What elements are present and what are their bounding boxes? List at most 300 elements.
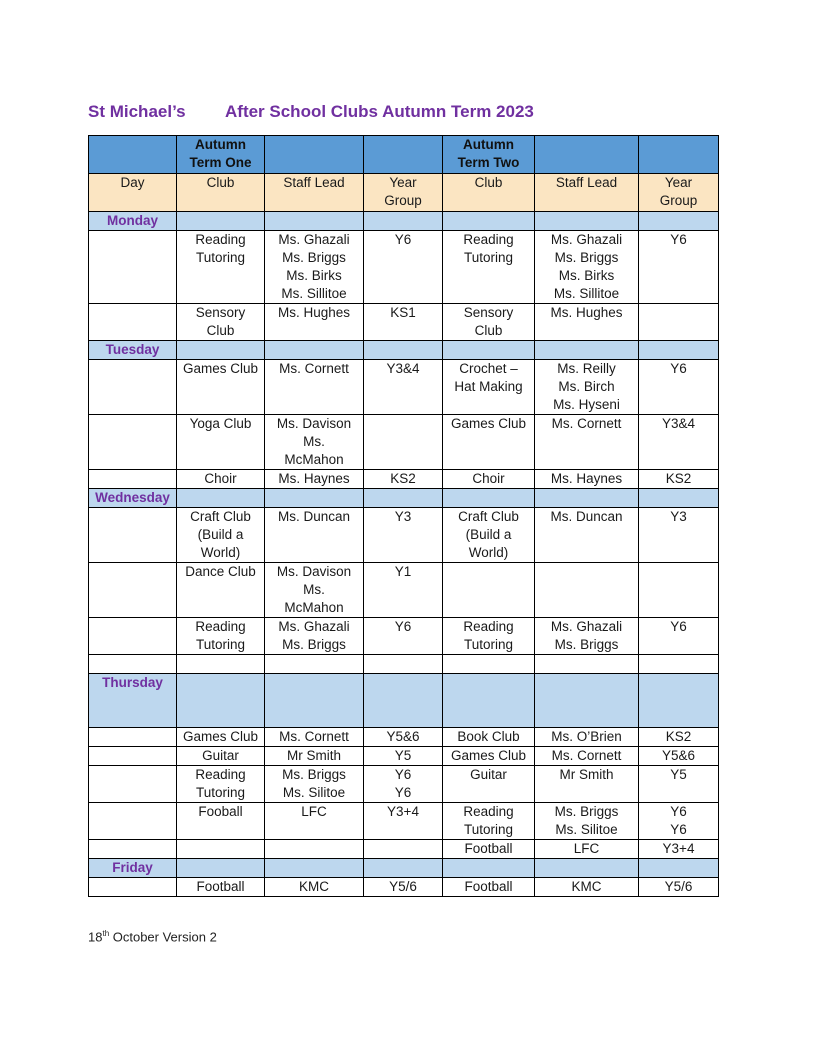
year-group-cell bbox=[639, 563, 719, 618]
header-cell-blank bbox=[639, 136, 719, 174]
cell-line: Reading bbox=[195, 619, 246, 634]
cell-line: Ms. Briggs bbox=[282, 250, 346, 265]
cell-line: Ms. Briggs bbox=[554, 804, 619, 819]
year-group-cell bbox=[639, 655, 719, 674]
cell-line: World) bbox=[200, 545, 241, 560]
cell-line: KS2 bbox=[390, 471, 416, 486]
year-group-cell bbox=[364, 766, 443, 803]
year-group-cell bbox=[364, 728, 443, 747]
cell-line: Ms. Haynes bbox=[550, 471, 623, 486]
staff-lead-cell bbox=[535, 415, 639, 470]
year-group-cell bbox=[364, 231, 443, 304]
staff-lead-cell bbox=[535, 231, 639, 304]
cell-line: Ms. Birch bbox=[558, 379, 615, 394]
club-cell bbox=[443, 508, 535, 563]
day-header-cell bbox=[443, 341, 535, 360]
year-group-cell bbox=[639, 878, 719, 897]
cell-line: Y3+4 bbox=[387, 804, 419, 819]
year-group-cell bbox=[639, 766, 719, 803]
header-term-two bbox=[443, 136, 535, 174]
cell-line: (Build a bbox=[197, 527, 244, 542]
cell-line: Hat Making bbox=[454, 379, 523, 394]
day-header-cell bbox=[364, 489, 443, 508]
cell-line: Y6 bbox=[394, 785, 412, 800]
cell-line: Tutoring bbox=[195, 250, 246, 265]
cell-line: Ms. Silitoe bbox=[282, 785, 346, 800]
club-cell bbox=[177, 840, 265, 859]
cell-line: Ms. Briggs bbox=[554, 637, 619, 652]
cell-line: Fooball bbox=[198, 804, 243, 819]
cell-line: Reading bbox=[463, 619, 514, 634]
cell-line: Ms. Silitoe bbox=[555, 822, 618, 837]
cell-line: McMahon bbox=[284, 600, 344, 615]
cell-line: (Build a bbox=[465, 527, 512, 542]
day-header-cell bbox=[364, 859, 443, 878]
club-cell bbox=[443, 563, 535, 618]
header-cell-blank bbox=[89, 136, 177, 174]
cell-line: Ms. Sillitoe bbox=[281, 286, 347, 301]
clubs-table-body bbox=[89, 136, 719, 897]
cell-line: Football bbox=[464, 841, 513, 856]
cell-line: Ms. Sillitoe bbox=[553, 286, 620, 301]
cell-line: Ms. Briggs bbox=[282, 637, 346, 652]
day-header-cell bbox=[265, 674, 364, 728]
cell-line: Tutoring bbox=[463, 822, 514, 837]
header-cell-blank bbox=[265, 136, 364, 174]
cell-line: KMC bbox=[571, 879, 602, 894]
footer-day: 18 bbox=[88, 929, 103, 945]
club-cell bbox=[443, 360, 535, 415]
header-term-one bbox=[177, 136, 265, 174]
staff-lead-cell bbox=[535, 747, 639, 766]
year-group-cell bbox=[364, 747, 443, 766]
day-header-cell bbox=[364, 212, 443, 231]
club-cell bbox=[443, 747, 535, 766]
cell-line: Y6 bbox=[670, 361, 687, 376]
day-header-cell bbox=[639, 489, 719, 508]
col-header-year-group bbox=[364, 174, 443, 212]
club-cell bbox=[177, 655, 265, 674]
cell-line: LFC bbox=[573, 841, 600, 856]
day-cell bbox=[89, 231, 177, 304]
day-cell bbox=[89, 766, 177, 803]
cell-line: Ms. Duncan bbox=[550, 509, 623, 524]
staff-lead-cell bbox=[535, 728, 639, 747]
cell-line: Y3 bbox=[670, 509, 687, 524]
club-cell bbox=[177, 563, 265, 618]
cell-line: Ms. Ghazali bbox=[550, 619, 623, 634]
cell-line: Ms. Hughes bbox=[277, 305, 351, 320]
term-two-line: Autumn bbox=[463, 137, 514, 152]
year-group-cell bbox=[364, 655, 443, 674]
cell-line: Y3&4 bbox=[386, 361, 420, 376]
col-header-day: Day bbox=[89, 174, 177, 212]
cell-line: Sensory bbox=[463, 305, 514, 320]
day-cell bbox=[89, 618, 177, 655]
cell-line: Ms. Cornett bbox=[279, 361, 349, 376]
year-group-cell bbox=[639, 470, 719, 489]
cell-line: LFC bbox=[301, 804, 327, 819]
column-header-row bbox=[89, 174, 719, 212]
year-group-line: Group bbox=[384, 193, 422, 208]
cell-line: Tutoring bbox=[463, 250, 514, 265]
staff-lead-cell bbox=[535, 655, 639, 674]
cell-line: Ms. Briggs bbox=[282, 767, 346, 782]
cell-line: Football bbox=[196, 879, 245, 894]
day-cell bbox=[89, 563, 177, 618]
day-name: Monday bbox=[89, 212, 177, 231]
day-header-cell bbox=[639, 859, 719, 878]
header-cell-blank bbox=[364, 136, 443, 174]
staff-lead-cell bbox=[535, 803, 639, 840]
club-cell bbox=[443, 304, 535, 341]
year-group-cell bbox=[364, 803, 443, 840]
year-group-cell bbox=[639, 618, 719, 655]
year-group-cell bbox=[364, 360, 443, 415]
club-cell bbox=[443, 231, 535, 304]
club-cell bbox=[443, 415, 535, 470]
table-row bbox=[89, 803, 719, 840]
cell-line: Y5 bbox=[670, 767, 687, 782]
cell-line: Ms. bbox=[303, 582, 325, 597]
day-header-cell bbox=[535, 341, 639, 360]
col-header-staff-lead: Staff Lead bbox=[265, 174, 364, 212]
club-cell bbox=[443, 840, 535, 859]
staff-lead-cell bbox=[265, 618, 364, 655]
table-row bbox=[89, 766, 719, 803]
cell-line: Ms. Birks bbox=[558, 268, 615, 283]
table-row bbox=[89, 415, 719, 470]
day-header-cell bbox=[535, 212, 639, 231]
club-cell bbox=[443, 878, 535, 897]
year-group-cell bbox=[364, 840, 443, 859]
day-name: Wednesday bbox=[89, 489, 177, 508]
day-cell bbox=[89, 655, 177, 674]
clubs-table bbox=[88, 135, 719, 897]
cell-line: Y1 bbox=[394, 564, 412, 579]
year-group-line: Year bbox=[664, 175, 693, 190]
cell-line: Mr Smith bbox=[559, 767, 614, 782]
cell-line: World) bbox=[468, 545, 509, 560]
footer-suffix: th bbox=[102, 929, 110, 938]
cell-line: Reading bbox=[463, 232, 514, 247]
col-header-club: Club bbox=[177, 174, 265, 212]
cell-line: Sensory bbox=[195, 305, 246, 320]
cell-line: Guitar bbox=[470, 767, 507, 782]
staff-lead-cell bbox=[265, 747, 364, 766]
day-header-cell bbox=[535, 489, 639, 508]
day-cell bbox=[89, 508, 177, 563]
cell-line: Choir bbox=[472, 471, 505, 486]
term-two-line: Term Two bbox=[457, 155, 520, 170]
day-name: Tuesday bbox=[89, 341, 177, 360]
year-group-line: Group bbox=[659, 193, 698, 208]
club-cell bbox=[443, 766, 535, 803]
year-group-cell bbox=[639, 803, 719, 840]
cell-line: Y6 bbox=[670, 804, 687, 819]
day-header-cell bbox=[177, 489, 265, 508]
table-row bbox=[89, 655, 719, 674]
day-cell bbox=[89, 840, 177, 859]
table-row bbox=[89, 563, 719, 618]
col-header-staff-lead: Staff Lead bbox=[535, 174, 639, 212]
cell-line: Y5/6 bbox=[664, 879, 693, 894]
club-cell bbox=[443, 728, 535, 747]
cell-line: Y5 bbox=[394, 748, 412, 763]
day-header-cell bbox=[535, 674, 639, 728]
cell-line: Y6 bbox=[394, 232, 412, 247]
cell-line: Games Club bbox=[182, 361, 259, 376]
day-header-cell bbox=[265, 859, 364, 878]
club-cell bbox=[443, 655, 535, 674]
year-group-line: Year bbox=[389, 175, 417, 190]
day-header-row bbox=[89, 341, 719, 360]
table-row bbox=[89, 618, 719, 655]
club-cell bbox=[177, 766, 265, 803]
cell-line: Yoga Club bbox=[189, 416, 252, 431]
day-cell bbox=[89, 747, 177, 766]
cell-line: Ms. Ghazali bbox=[278, 619, 350, 634]
day-header-cell bbox=[639, 212, 719, 231]
day-header-cell bbox=[265, 341, 364, 360]
cell-line: McMahon bbox=[284, 452, 344, 467]
cell-line: Ms. Davison bbox=[276, 564, 352, 579]
year-group-cell bbox=[364, 618, 443, 655]
cell-line: Club bbox=[206, 323, 235, 338]
cell-line: Dance Club bbox=[185, 564, 256, 579]
footer-text: October Version 2 bbox=[109, 929, 217, 945]
cell-line: KS1 bbox=[390, 305, 416, 320]
cell-line: Ms. Davison bbox=[276, 416, 352, 431]
year-group-cell bbox=[639, 231, 719, 304]
day-header-cell bbox=[443, 212, 535, 231]
year-group-cell bbox=[364, 304, 443, 341]
day-header-cell bbox=[265, 489, 364, 508]
day-header-row bbox=[89, 674, 719, 728]
staff-lead-cell bbox=[535, 470, 639, 489]
day-header-row bbox=[89, 489, 719, 508]
cell-line: Craft Club bbox=[458, 509, 519, 524]
staff-lead-cell bbox=[535, 878, 639, 897]
club-cell bbox=[177, 618, 265, 655]
cell-line: KS2 bbox=[665, 729, 692, 744]
day-header-cell bbox=[639, 674, 719, 728]
col-header-year-group bbox=[639, 174, 719, 212]
staff-lead-cell bbox=[265, 508, 364, 563]
day-header-cell bbox=[177, 674, 265, 728]
year-group-cell bbox=[639, 508, 719, 563]
cell-line: Y6 bbox=[394, 767, 412, 782]
col-header-club: Club bbox=[443, 174, 535, 212]
table-row bbox=[89, 878, 719, 897]
club-cell bbox=[443, 618, 535, 655]
day-cell bbox=[89, 803, 177, 840]
cell-line: Ms. bbox=[303, 434, 325, 449]
staff-lead-cell bbox=[265, 655, 364, 674]
club-cell bbox=[177, 360, 265, 415]
cell-line: Games Club bbox=[450, 416, 527, 431]
cell-line: Ms. Cornett bbox=[551, 748, 622, 763]
table-row bbox=[89, 470, 719, 489]
staff-lead-cell bbox=[535, 360, 639, 415]
version-footer bbox=[88, 929, 217, 944]
cell-line: Games Club bbox=[182, 729, 259, 744]
club-cell bbox=[177, 878, 265, 897]
staff-lead-cell bbox=[265, 415, 364, 470]
cell-line: Crochet – bbox=[459, 361, 518, 376]
day-header-cell bbox=[639, 341, 719, 360]
club-cell bbox=[177, 803, 265, 840]
day-name: Friday bbox=[89, 859, 177, 878]
year-group-cell bbox=[639, 728, 719, 747]
cell-line: Y5/6 bbox=[389, 879, 417, 894]
term-one-line: Autumn bbox=[195, 137, 246, 152]
header-cell-blank bbox=[535, 136, 639, 174]
staff-lead-cell bbox=[535, 766, 639, 803]
staff-lead-cell bbox=[265, 563, 364, 618]
cell-line: Ms. Birks bbox=[286, 268, 342, 283]
staff-lead-cell bbox=[535, 304, 639, 341]
cell-line: Ms. Ghazali bbox=[278, 232, 350, 247]
cell-line: Choir bbox=[204, 471, 237, 486]
day-cell bbox=[89, 728, 177, 747]
club-cell bbox=[177, 415, 265, 470]
staff-lead-cell bbox=[265, 878, 364, 897]
club-cell bbox=[443, 803, 535, 840]
day-cell bbox=[89, 360, 177, 415]
year-group-cell bbox=[639, 415, 719, 470]
day-header-cell bbox=[443, 674, 535, 728]
day-header-cell bbox=[443, 859, 535, 878]
cell-line: KMC bbox=[299, 879, 329, 894]
document-title bbox=[88, 102, 534, 122]
cell-line: Ms. O’Brien bbox=[551, 729, 622, 744]
cell-line: Y6 bbox=[670, 232, 687, 247]
day-header-cell bbox=[443, 489, 535, 508]
term-header-row bbox=[89, 136, 719, 174]
cell-line: Y6 bbox=[394, 619, 412, 634]
day-cell bbox=[89, 415, 177, 470]
club-cell bbox=[177, 508, 265, 563]
staff-lead-cell bbox=[265, 840, 364, 859]
staff-lead-cell bbox=[265, 766, 364, 803]
cell-line: Tutoring bbox=[195, 785, 246, 800]
staff-lead-cell bbox=[265, 803, 364, 840]
cell-line: Tutoring bbox=[195, 637, 246, 652]
cell-line: Club bbox=[474, 323, 503, 338]
staff-lead-cell bbox=[265, 360, 364, 415]
staff-lead-cell bbox=[535, 508, 639, 563]
cell-line: Y5&6 bbox=[661, 748, 696, 763]
day-header-cell bbox=[364, 341, 443, 360]
year-group-cell bbox=[639, 360, 719, 415]
day-header-row bbox=[89, 859, 719, 878]
club-cell bbox=[177, 470, 265, 489]
day-header-cell bbox=[177, 212, 265, 231]
year-group-cell bbox=[364, 563, 443, 618]
cell-line: Ms. Cornett bbox=[279, 729, 349, 744]
table-row bbox=[89, 231, 719, 304]
cell-line: Y6 bbox=[670, 822, 687, 837]
cell-line: Reading bbox=[195, 232, 246, 247]
club-cell bbox=[177, 231, 265, 304]
cell-line: Y3 bbox=[394, 509, 412, 524]
table-row bbox=[89, 728, 719, 747]
staff-lead-cell bbox=[535, 563, 639, 618]
staff-lead-cell bbox=[265, 470, 364, 489]
cell-line: Ms. Cornett bbox=[551, 416, 622, 431]
day-cell bbox=[89, 304, 177, 341]
day-cell bbox=[89, 470, 177, 489]
day-header-cell bbox=[265, 212, 364, 231]
cell-line: Y6 bbox=[670, 619, 687, 634]
staff-lead-cell bbox=[265, 231, 364, 304]
cell-line: Y5&6 bbox=[386, 729, 420, 744]
cell-line: Y3&4 bbox=[661, 416, 696, 431]
year-group-cell bbox=[364, 508, 443, 563]
cell-line: Games Club bbox=[450, 748, 527, 763]
cell-line: Football bbox=[464, 879, 513, 894]
club-cell bbox=[177, 728, 265, 747]
cell-line: Ms. Reilly bbox=[557, 361, 616, 376]
table-row bbox=[89, 840, 719, 859]
year-group-cell bbox=[364, 878, 443, 897]
cell-line: Ms. Duncan bbox=[277, 509, 351, 524]
day-name: Thursday bbox=[89, 674, 177, 728]
cell-line: Craft Club bbox=[190, 509, 251, 524]
cell-line: Reading bbox=[463, 804, 514, 819]
day-header-row bbox=[89, 212, 719, 231]
title-heading: After School Clubs Autumn Term 2023 bbox=[225, 102, 534, 121]
cell-line: Guitar bbox=[202, 748, 239, 763]
cell-line: Book Club bbox=[457, 729, 520, 744]
term-one-line: Term One bbox=[189, 155, 252, 170]
day-header-cell bbox=[535, 859, 639, 878]
cell-line: Ms. Hyseni bbox=[553, 397, 620, 412]
year-group-cell bbox=[639, 304, 719, 341]
cell-line: Ms. Ghazali bbox=[550, 232, 623, 247]
day-cell bbox=[89, 878, 177, 897]
staff-lead-cell bbox=[535, 618, 639, 655]
club-cell bbox=[177, 747, 265, 766]
cell-line: Ms. Haynes bbox=[278, 471, 350, 486]
staff-lead-cell bbox=[265, 304, 364, 341]
year-group-cell bbox=[364, 470, 443, 489]
cell-line: KS2 bbox=[665, 471, 692, 486]
day-header-cell bbox=[177, 859, 265, 878]
club-cell bbox=[443, 470, 535, 489]
cell-line: Y3+4 bbox=[662, 841, 695, 856]
table-row bbox=[89, 304, 719, 341]
table-row bbox=[89, 747, 719, 766]
cell-line: Tutoring bbox=[463, 637, 514, 652]
cell-line: Ms. Briggs bbox=[554, 250, 619, 265]
cell-line: Reading bbox=[195, 767, 246, 782]
cell-line: Mr Smith bbox=[287, 748, 341, 763]
table-row bbox=[89, 360, 719, 415]
cell-line: Ms. Hughes bbox=[550, 305, 623, 320]
year-group-cell bbox=[639, 840, 719, 859]
staff-lead-cell bbox=[535, 840, 639, 859]
staff-lead-cell bbox=[265, 728, 364, 747]
year-group-cell bbox=[639, 747, 719, 766]
school-name: St Michael’s bbox=[88, 102, 186, 121]
day-header-cell bbox=[364, 674, 443, 728]
year-group-cell bbox=[364, 415, 443, 470]
table-row bbox=[89, 508, 719, 563]
club-cell bbox=[177, 304, 265, 341]
day-header-cell bbox=[177, 341, 265, 360]
